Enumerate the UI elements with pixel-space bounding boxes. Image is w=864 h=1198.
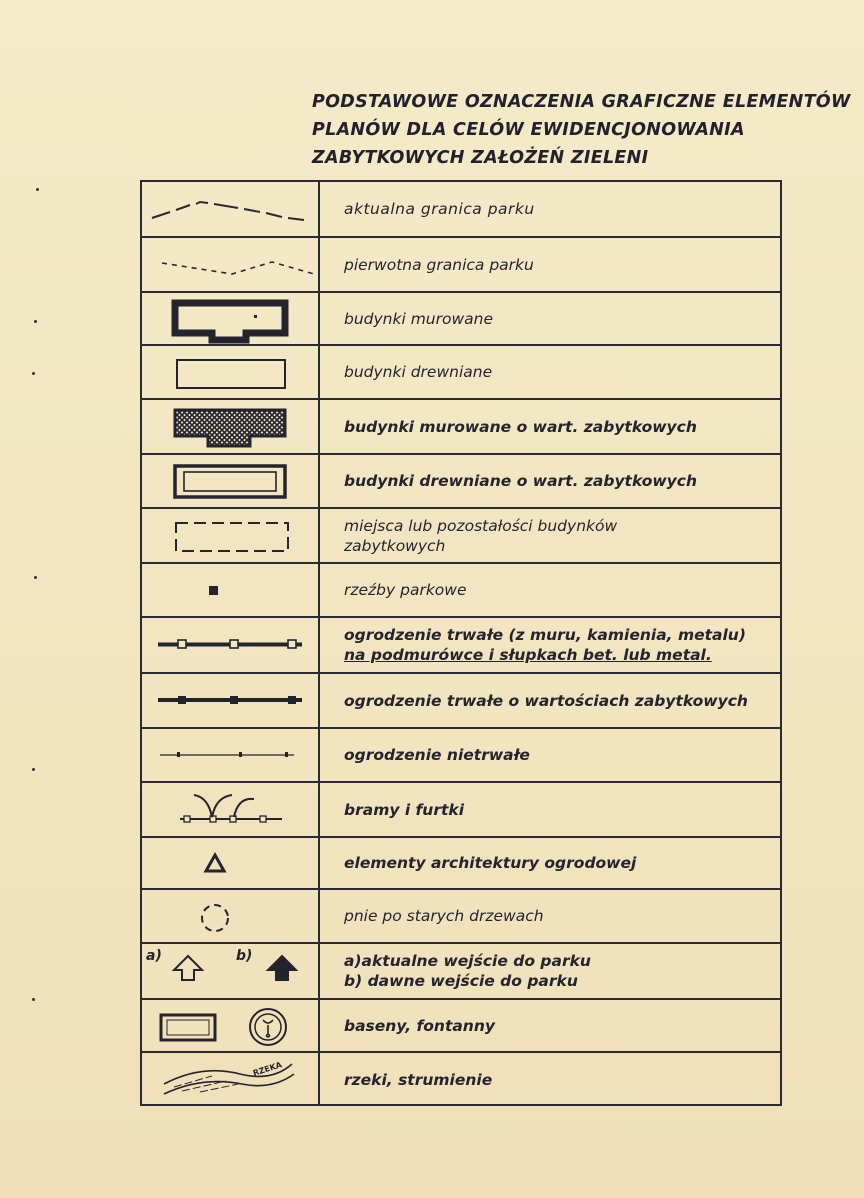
legend-row [142,564,782,618]
legend-table [140,180,782,1106]
permanent-fence-posts-icon [142,618,318,672]
legend-row [142,293,782,346]
legend-text-line: budynki drewniane [344,363,493,381]
river-icon [142,1053,318,1106]
legend-description [344,455,774,507]
legend-text-line: elementy architektury ogrodowej [344,854,637,872]
legend-text-line: rzeki, strumienie [344,1070,493,1089]
legend-symbol-cell [142,890,320,942]
legend-row [142,182,782,238]
legend-text-line: zabytkowych [344,536,446,555]
legend-description [344,618,774,672]
legend-row [142,1000,782,1053]
building-remains-dashed-rectangle-icon [142,509,318,562]
margin-speck [34,576,37,579]
legend-description [344,293,774,344]
legend-text-line: miejsca lub pozostałości budynków [344,516,618,535]
legend-description [344,944,774,998]
margin-speck [32,768,35,771]
legend-symbol-cell [142,838,320,888]
legend-symbol-cell [142,182,320,236]
legend-text-line: b) dawne wejście do parku [344,972,578,990]
entrance-label-a: a) [146,948,162,964]
river-name-label: RZEKA [251,1060,283,1078]
legend-text-line: pierwotna granica parku [344,255,534,274]
historic-permanent-fence-icon [142,674,318,727]
legend-description [344,1053,774,1106]
legend-description [344,1000,774,1051]
legend-text-line: ogrodzenie trwałe (z muru, kamienia, metalu) [344,626,746,644]
legend-description [344,509,774,562]
dashed-circle-stump-icon [142,890,318,942]
legend-symbol-cell [142,509,320,562]
legend-text-line: budynki murowane o wart. zabytkowych [344,417,697,436]
title-line: ZABYTKOWYCH ZAŁOŻEŃ ZIELENI [312,148,649,168]
legend-text-line: budynki murowane [344,309,494,328]
legend-row [142,618,782,674]
current-boundary-dashed-line-icon [142,182,318,236]
legend-symbol-cell [142,674,320,727]
legend-text-line: ogrodzenie trwałe o wartościach zabytkowych [344,691,748,710]
legend-row [142,509,782,564]
margin-speck [32,998,35,1001]
pool-fountain-icon [142,1000,318,1051]
title-line: PLANÓW DLA CELÓW EWIDENCJONOWANIA [312,120,745,140]
historic-brick-building-crosshatch-icon [142,400,318,453]
legend-description [344,346,774,398]
legend-text-line: budynki drewniane o wart. zabytkowych [344,472,698,490]
legend-row [142,838,782,890]
legend-symbol-cell [142,729,320,781]
legend-description [344,674,774,727]
legend-text-line: ogrodzenie nietrwałe [344,746,530,764]
legend-row [142,674,782,729]
legend-text-line: a)aktualne wejście do parku [344,952,591,970]
legend-row [142,400,782,455]
temporary-fence-icon [142,729,318,781]
legend-text-line: bramy i furtki [344,800,465,819]
title-line: PODSTAWOWE OZNACZENIA GRAFICZNE ELEMENTÓW [312,92,851,112]
legend-symbol-cell [142,944,320,998]
legend-symbol-cell [142,346,320,398]
brick-building-outline-icon [142,293,318,344]
entrance-arrows-icon [142,944,318,998]
sculpture-square-icon [142,564,318,616]
former-entrance-arrow-icon [268,956,296,980]
legend-row [142,890,782,944]
legend-symbol-cell [142,293,320,344]
legend-row [142,729,782,783]
margin-speck [32,372,35,375]
legend-description [344,238,774,291]
legend-text-line: rzeźby parkowe [344,581,467,599]
document-title [312,88,851,172]
legend-description [344,890,774,942]
wooden-building-rectangle-icon [142,346,318,398]
current-entrance-arrow-icon [174,956,202,980]
triangle-icon [142,838,318,888]
legend-description [344,838,774,888]
legend-symbol-cell [142,238,320,291]
legend-symbol-cell [142,783,320,836]
margin-speck [34,320,37,323]
pool-icon [161,1015,215,1040]
legend-text-line: baseny, fontanny [344,1016,495,1035]
legend-symbol-cell [142,1000,320,1051]
legend-row [142,238,782,293]
original-boundary-dashed-line-icon [142,238,318,291]
legend-symbol-cell [142,455,320,507]
legend-symbol-cell [142,1053,320,1106]
legend-row [142,346,782,400]
legend-text-line: aktualna granica parku [344,200,535,218]
legend-symbol-cell [142,618,320,672]
legend-row [142,783,782,838]
legend-symbol-cell [142,400,320,453]
entrance-label-b: b) [236,948,253,964]
legend-symbol-cell [142,564,320,616]
legend-row [142,455,782,509]
legend-description [344,729,774,781]
legend-description [344,400,774,453]
gate-arcs-icon [142,783,318,836]
legend-description [344,783,774,836]
legend-text-line: pnie po starych drzewach [344,907,544,925]
legend-description [344,182,774,236]
legend-row [142,1053,782,1106]
legend-row [142,944,782,1000]
margin-speck [36,188,39,191]
historic-wooden-building-double-rectangle-icon [142,455,318,507]
legend-text-line: na podmurówce i słupkach bet. lub metal. [344,646,712,664]
legend-description [344,564,774,616]
